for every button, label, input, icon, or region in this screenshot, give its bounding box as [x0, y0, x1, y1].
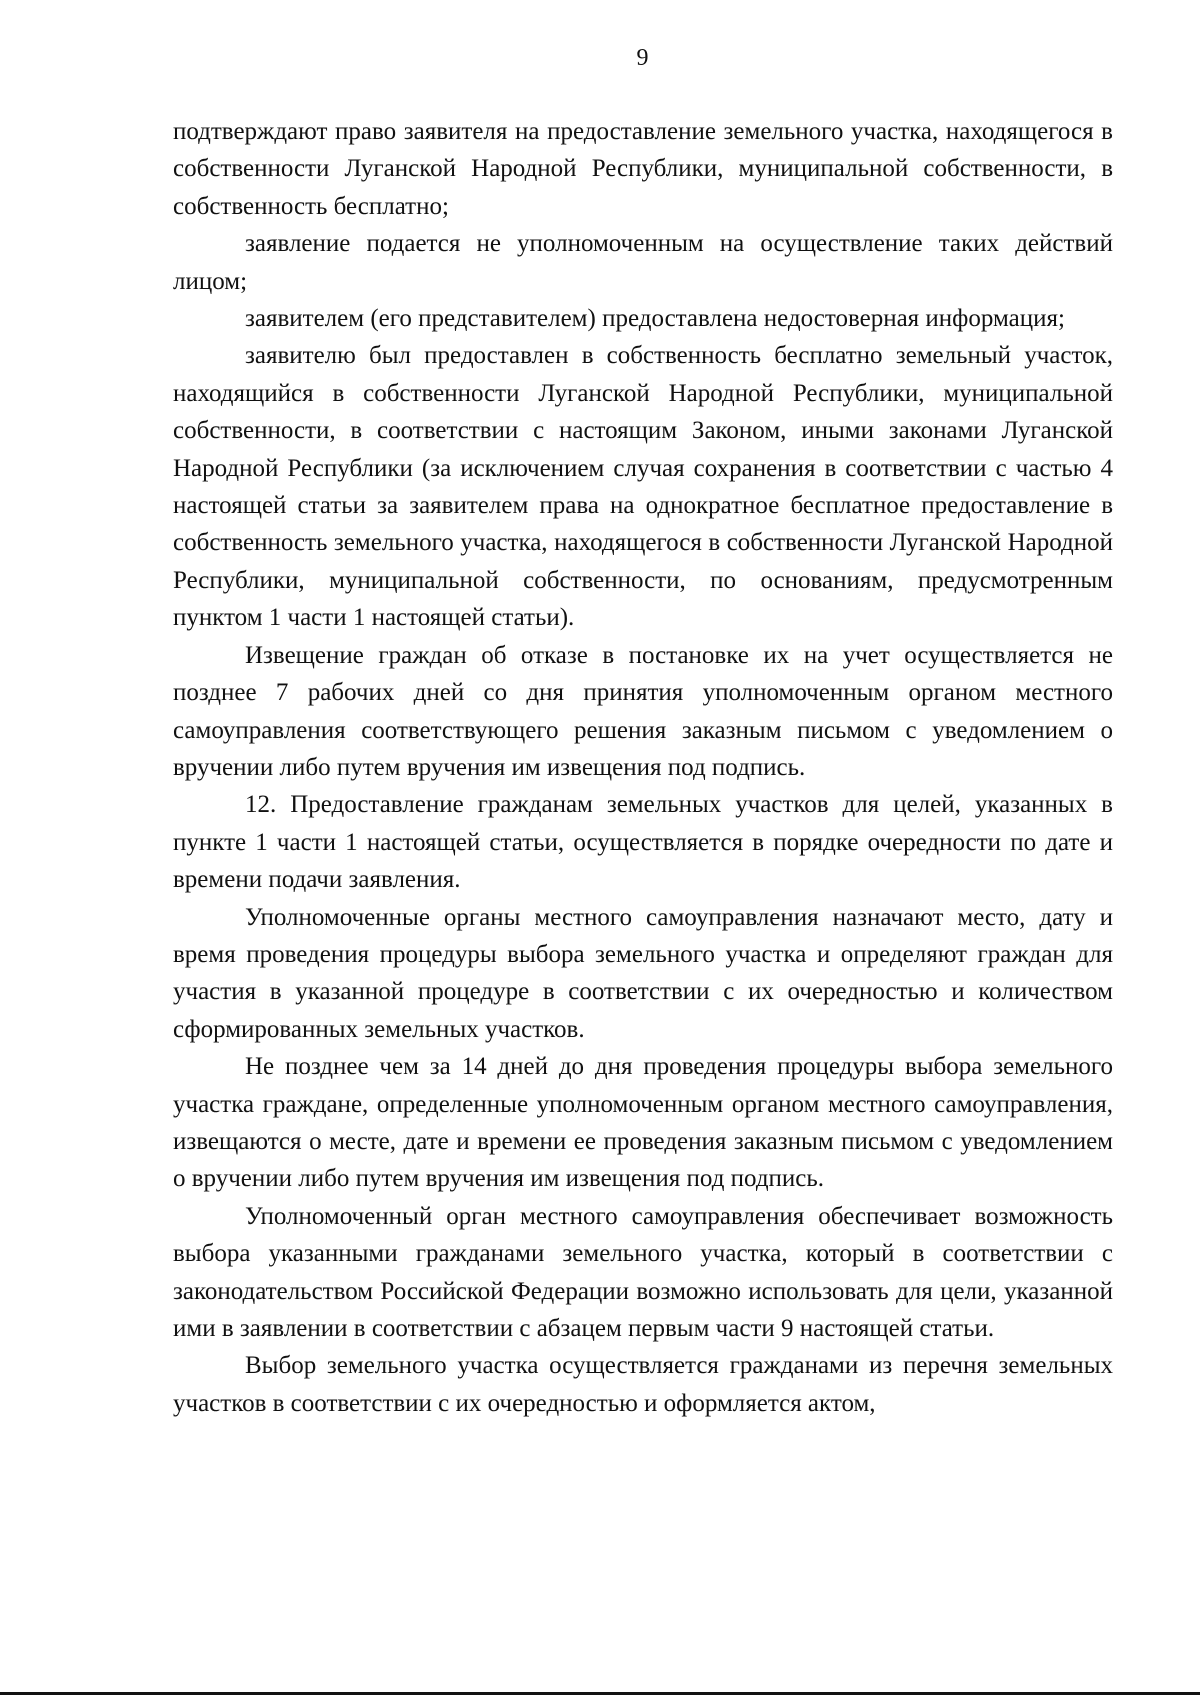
- page-bottom-border: [0, 1692, 1200, 1695]
- paragraph-6: 12. Предоставление гражданам земельных участков для целей, указанных в пункте 1 части 1 настоящей статьи, осуществляется в порядке очередности по дате и времени подачи заявления.: [173, 791, 1113, 894]
- paragraph-7: Уполномоченные органы местного самоуправления назначают место, дату и время проведения процедуры выбора земельного участка и определяют граждан для участия в указанной процедуре в соответствии с их очередностью и количеством сформированных земельных участков.: [173, 903, 1113, 1043]
- document-body: [173, 113, 1113, 1422]
- paragraph-10: Выбор земельного участка осуществляется гражданами из перечня земельных участков в соответствии с их очередностью и оформляется актом,: [173, 1352, 1113, 1417]
- paragraph-9: Уполномоченный орган местного самоуправления обеспечивает возможность выбора указанными гражданами земельного участка, который в соответствии с законодательством Российской Федерации возможно использовать для цели, указанной ими в заявлении в соответствии с абзацем первым части 9 настоящей статьи.: [173, 1202, 1113, 1342]
- paragraph-3: заявителем (его представителем) предоставлена недостоверная информация;: [245, 305, 1065, 333]
- paragraph-4: заявителю был предоставлен в собственность бесплатно земельный участок, находящийся в собственности Луганской Народной Республики, муниципальной собственности, в соответствии с настоящим Законом, иными законами Луганской Народной Республики (за исключением случая сохранения в соответствии с частью 4 настоящей статьи за заявителем права на однократное бесплатное предоставление в собственность земельного участка, находящегося в собственности Луганской Народной Республики, муниципальной собственности, по основаниям, предусмотренным пунктом 1 части 1 настоящей статьи).: [173, 342, 1113, 632]
- paragraph-5: Извещение граждан об отказе в постановке их на учет осуществляется не позднее 7 рабочих дней со дня принятия уполномоченным органом местного самоуправления соответствующего решения заказным письмом с уведомлением о вручении либо путем вручения им извещения под подпись.: [173, 641, 1113, 781]
- page-number: 9: [636, 45, 649, 71]
- paragraph-1: подтверждают право заявителя на предоставление земельного участка, находящегося в собственности Луганской Народной Республики, муниципальной собственности, в собственность бесплатно;: [173, 118, 1113, 220]
- paragraph-2: заявление подается не уполномоченным на осуществление таких действий лицом;: [173, 230, 1113, 295]
- paragraph-8: Не позднее чем за 14 дней до дня проведения процедуры выбора земельного участка граждане, определенные уполномоченным органом местного самоуправления, извещаются о месте, дате и времени ее проведения заказным письмом с уведомлением о вручении либо путем вручения им извещения под подпись.: [173, 1053, 1113, 1193]
